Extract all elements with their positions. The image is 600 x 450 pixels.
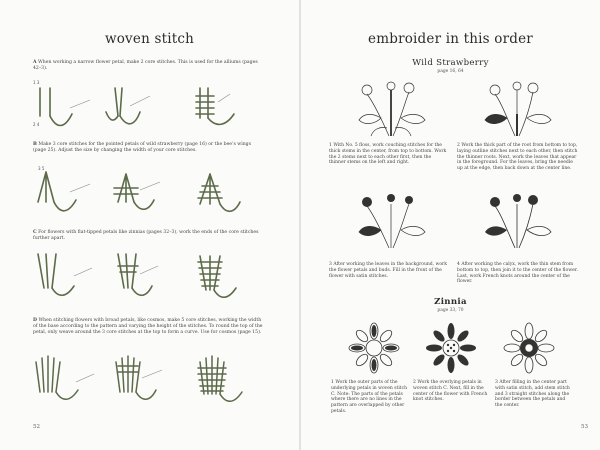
section-c-text: C For flowers with flat-tipped petals like zinnias (pages 32–3), work the ends of the core stitches further apart. — [33, 230, 259, 241]
strawberry-title: Wild Strawberry — [412, 58, 489, 68]
diagram-row-d — [30, 348, 270, 410]
woven-stitch-b-diagram — [30, 164, 270, 222]
zinnia-step-1-illustration — [346, 320, 402, 376]
strawberry-step-4-illustration — [477, 190, 557, 252]
section-b-text: B Make 3 core stitches for the pointed petals of wild strawberry (page 16) or the bee’s wings (page 25). Adjust the size by changing the width of your core stitches. — [33, 142, 251, 153]
page-number-left: 52 — [33, 424, 40, 430]
strawberry-step-3-caption: 3 After working the leaves in the background, work the flower petals and buds. Fill in the front of the flower with satin stitches. — [329, 262, 447, 279]
woven-stitch-c-diagram — [30, 246, 270, 306]
diagram-row-c — [30, 246, 270, 306]
zinnia-step-3-illustration — [501, 320, 557, 376]
left-page — [0, 0, 299, 450]
diagram-row-b — [30, 164, 270, 222]
label-b-top: 3 5 — [38, 166, 45, 171]
right-page-title: embroider in this order — [368, 31, 533, 47]
zinnia-pages: page 33, 70 — [437, 308, 464, 313]
zinnia-title: Zinnia — [434, 297, 467, 307]
left-page-title: woven stitch — [104, 31, 195, 47]
strawberry-step-2-caption: 2 Work the thick part of the root from bottom to top, laying outline stitches next to each other, then stitch the thinner roots. Next, work the leaves that appear in the foreground. For the leaves, bring the needle up at the edge, then back down at the center line. — [457, 143, 578, 172]
zinnia-step-2-caption: 2 Work the overlying petals in woven stitch C. Next, fill in the center of the flower with French knot stitches. — [413, 380, 488, 403]
diagram-row-a — [30, 76, 270, 134]
woven-stitch-d-diagram — [30, 348, 270, 410]
strawberry-step-2-illustration — [477, 78, 557, 140]
zinnia-heading — [301, 297, 600, 313]
strawberry-heading — [301, 58, 600, 74]
label-a-bottom: 2 4 — [33, 122, 40, 127]
zinnia-step-1-caption: 1 Work the outer parts of the underlying petals in woven stitch C. Note: The parts of the petals where there are no lines in the pattern are overlapped by other petals. — [331, 380, 407, 414]
label-a-top: 1 3 — [33, 80, 40, 85]
section-a-text: A When working a narrow flower petal, make 2 core stitches. This is used for the alliums (pages 42–3). — [33, 60, 258, 71]
page-number-right: 53 — [581, 424, 588, 430]
strawberry-step-1-illustration — [351, 78, 431, 140]
strawberry-pages: page 16, 64 — [437, 69, 464, 74]
strawberry-step-1-caption: 1 With No. 5 floss, work couching stitches for the thick stems in the center, from top to bottom. Work the 2 stems next to each other first, then the thinner stems on the left and right. — [329, 143, 447, 166]
woven-stitch-a-diagram — [30, 76, 270, 134]
strawberry-step-3-illustration — [351, 190, 431, 252]
zinnia-step-2-illustration — [423, 320, 479, 376]
strawberry-step-4-caption: 4 After working the calyx, work the thin stem from bottom to top, then join it to the center of the flower. Last, work French knots around the center of the flower. — [457, 262, 578, 285]
right-page — [301, 0, 600, 450]
section-d-text: D When stitching flowers with broad petals, like cosmos, make 5 core stitches, working the width of the base according to the pattern and varying the height of the stitches. To round the top of the petal, only weave around the 3 core stitches at the top to form a curve. Use for cosmos (page 15). — [33, 318, 263, 335]
zinnia-step-3-caption: 3 After filling in the center part with satin stitch, add stem stitch and 3 straight stitches along the border between the petals and the center. — [495, 380, 570, 409]
